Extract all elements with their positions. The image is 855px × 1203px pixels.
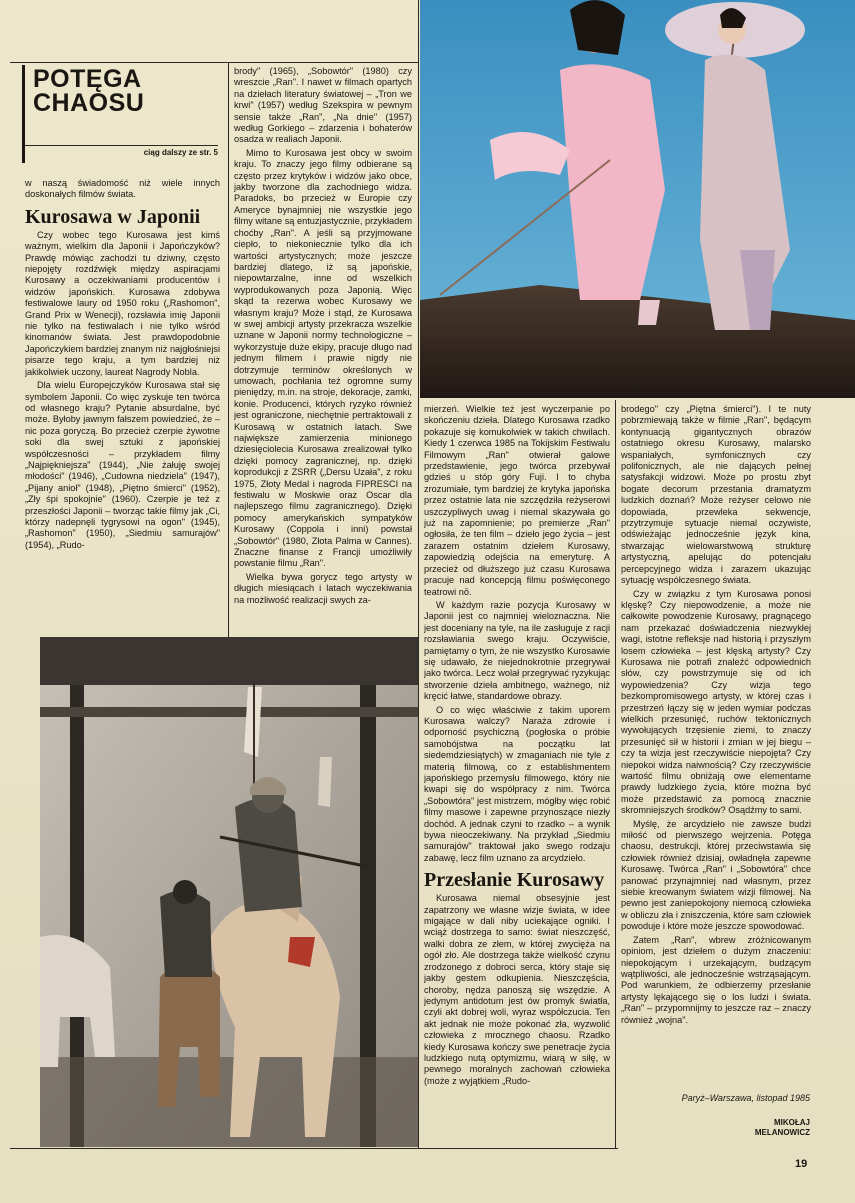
author-first-name: MIKOŁAJ — [774, 1118, 810, 1127]
film-still-samurai-cavalry — [40, 637, 418, 1147]
column-rule — [615, 400, 616, 1148]
text-column-4 — [621, 404, 811, 1086]
article-title — [33, 67, 218, 115]
title-line: POTĘGA — [33, 65, 142, 93]
paragraph: mierzeń. Wielkie też jest wyczerpanie po skończeniu dzieła. Dlatego Kurosawa rzadko pokazuje się komukolwiek w takich chwilach. Kiedy 1 czerwca 1985 na Tokijskim Festiwalu Filmowym „Ran" otwierał galowe przedstawienie, jego twórca przebywał gdzieś u stóp góry Fuji. I to chyba zrozumiałe, tym bardziej że krytyka japońska przez ostatnie lata nie szczędziła reżyserowi uszczypliwych uwag i niemal skazywała go już na zapomnienie; po premierze „Ran" ogłosiła, że ten film – dzieło jego życia – jest zarazem ostatnim dziełem Kurosawy, zapowiedzią odejścia na emeryturę. A przecież od dłuższego już czasu Kurosawa pracuje nad koncepcją filmu poświęconego teatrowi nō. — [424, 404, 610, 597]
title-underline — [25, 145, 218, 146]
text-column-1 — [25, 178, 220, 640]
title-line: CHAOSU — [33, 89, 145, 117]
author-last-name: MELANOWICZ — [754, 1128, 810, 1137]
paragraph: W każdym razie pozycja Kurosawy w Japonii jest co najmniej wieloznaczna. Nie jest doceniany na tyle, na ile zasługuje z racji rozsławiania swego kraju. Oczywiście, pamiętamy o tym, że nie wszystko Kurosawie się udawało, że niejednokrotnie przegrywał jako twórca. Lecz wolał przegrywać ryzykując stworzenie dzieła ambitnego, ważnego, niż kręcić łatwe, standardowe obrazy. — [424, 599, 610, 702]
samurai-photo-illustration — [40, 637, 418, 1147]
place-date-line: Paryż–Warszawa, listopad 1985 — [681, 1093, 810, 1103]
paragraph: Zatem „Ran", wbrew zróżnicowanym opiniom, jest dziełem o dużym znaczeniu: niepokojącym i urzekającym, budzącym wątpliwości, ale jednocześnie wstrząsającym. Pod warunkiem, że odbierzemy przesłanie artysty lękającego się o los ludzi i świata. „Ran" – przypomnijmy to jeszcze raz – znaczy również „wojna". — [621, 934, 811, 1025]
column-rule-horizontal — [10, 62, 418, 63]
author-byline — [700, 1118, 810, 1138]
paragraph: brodego" czy „Piętna śmierci"). I te nuty pobrzmiewają także w filmie „Ran", będącym kontynuacją gigantycznych obrazów ostatniego okresu Kurosawy, malarsko wspaniałych, symfonicznych czy polifonicznych, ale nie dających pełnej satysfakcji widzowi. Może po prostu zbyt bogate decorum przestania dramatyzm ludzkich doznań? Może reżyser celowo nie dopowiada, przewleka sekwencje, przytrzymuje sytuacje niemal oczywiste, odświeżając jednocześnie język kina, stwarzając wielowarstwową strukturę artystyczną, apelując do potencjału percepcyjnego widza i zarazem ukazując sytuację współczesnego świata. — [621, 404, 811, 586]
film-still-kimono-figures — [420, 0, 855, 398]
paragraph: O co więc właściwie z takim uporem Kurosawa walczy? Naraża zdrowie i odporność psychiczną (pogłoska o próbie samobójstwa na początku lat siedemdziesiątych) w zmaganiach nie tyle z materią filmową, co z establishmentem japońskiego przemysłu filmowego, który nie kwapi się do współpracy z nim. Twórca „Sobowtóra" jest mistrzem, mógłby więc robić filmy masowe i zapewne przynoszące niezły dochód. A jednak czyni to rzadko – a wynik bywa nieoczekiwany. Na przykład „Siedmiu samurajów" traktował jako swego rodzaju zabawę, lecz film uznano za arcydzieło. — [424, 704, 610, 863]
subheading: Przesłanie Kurosawy — [424, 869, 605, 892]
page-bottom-rule — [10, 1148, 618, 1149]
paragraph: Kurosawa niemal obsesyjnie jest zapatrzony we własne wizje świata, w idee migające w dali niby uciekające ogniki. I wciąż dostrzega to samo: świat nieszczęść, walki dobra ze złem, w której zwycięża na ogół zło. Ale dostrzega także wielkość czynu zrodzonego z dobroci serca, który staje się jakby gestem odkupienia. Nieszczęścia, choroby, nędza panoszą się wszędzie. A jedynym antidotum jest ów promyk światła, czyli akt dobrej woli, wyraz współczucia. Ten akt jednak nie może pokonać zła, wyzwolić człowieka z mrocznego chaosu. Rzadko kiedy Kurosawa kończy swe penetracje życia ludzkiego nutą optymizmu, wiarą w siłę, w pewnego moralnych zachowań człowieka (może z wyjątkiem „Rudo- — [424, 893, 610, 1086]
column-rule — [228, 62, 229, 647]
paragraph: Myślę, że arcydzieło nie zawsze budzi miłość od pierwszego wejrzenia. Potęga chaosu, destrukcji, której przeciwstawia się człowiek również dzisiaj, owładnęła zapewne Kurosawę. Twórca „Ran" i „Sobowtóra" chce panować przynajmniej nad własnym, przez siebie kreowanym światem wizji filmowej. Na pewno jest zaniepokojony niemocą człowieka w obliczu zła i zniszczenia, które sam człowiek powoduje i które może jeszcze spowodować. — [621, 818, 811, 932]
paragraph: Wielka bywa gorycz tego artysty w długich miesiącach i latach wyczekiwania na możliwość realizacji swych za- — [234, 571, 412, 605]
text-column-2 — [234, 66, 412, 644]
paragraph: Mimo to Kurosawa jest obcy w swoim kraju. To znaczy jego filmy odbierane są często przez krytyków i widzów jako obce, jakby tworzone dla zachodniego widza. Paradoks, bo przecież w Europie czy Ameryce bynajmniej nie wszystkie jego filmy witane są entuzjastycznie, przykładem choćby „Ran". A jeśli są przyjmowane ciepło, to niekoniecznie tylko dla ich wartości artystycznych; może jeszcze bardziej dlatego, iż są japońskie, niepowtarzalne, inne od wszelkich wyprodukowanych poza Japonią. Więc skąd ta rezerwa wobec Kurosawy we własnym kraju? Może i stąd, że Kurosawa w swej ambicji artysty przekracza wszelkie uznane w Japonii normy technologiczne – wykorzystuje duże ekipy, pracuje długo nad jednym filmem i prawie nigdy nie dotrzymuje terminów określonych w umowach, pochłania też ogromne sumy pieniędzy, m.in. na stroje, dekoracje, zamki, konie. Producenci, których ryzyko również jest ograniczone, niechętnie pertraktowali z Kurosawą w ostatnich latach. Swe największe zamierzenia minionego dziesięciolecia Kurosawa zrealizował tylko dzięki pomocy zagranicznej, np. dzięki koprodukcji z ZSRR („Dersu Uzała", z roku 1975, Złoty Medal i nagroda FIPRESCI na festiwalu w Moskwie oraz Oscar dla najlepszego filmu zagranicznego). Dzięki pomocy amerykańskich sympatyków Kurosawy (Coppola i inni) powstał „Sobowtór" (1980, Złota Palma w Cannes). Znaczne finanse z Francji umożliwiły powstanie filmu „Ran". — [234, 147, 412, 569]
paragraph: brody" (1965), „Sobowtór" (1980) czy wreszcie „Ran". I nawet w filmach opartych na dziełach literatury światowej – „Tron we krwi" (1957) według Szekspira w pewnym sensie także „Ran", „Na dnie" (1957) według Gorkiego – zdarzenia i bohaterów osadza w realiach Japonii. — [234, 66, 412, 145]
paragraph: Dla wielu Europejczyków Kurosawa stał się symbolem Japonii. Co więc zyskuje ten twórca od własnego kraju? Pytanie absurdalne, być może. Byłoby jawnym fałszem powiedzieć, że – nic poza goryczą. Bo przecież czerpie żywotne soki dla swej sztuki z japońskiej współczesności – przykładem filmy „Najpiękniejsza" (1944), „Nie żałuję swojej młodości" (1946), „Cudowna niedziela" (1947), „Pijany anioł" (1948), „Piętno śmierci" (1952), „Zły śpi spokojnie" (1960). Czerpie je też z przeszłości Japonii – tworząc takie filmy jak „Ci, którzy nadepnęli tygrysowi na ogon" (1945), „Rashomon" (1950), „Siedmiu samurajów" (1954), „Rudo- — [25, 380, 220, 550]
kimono-photo-illustration — [420, 0, 855, 398]
text-column-3 — [424, 404, 610, 1148]
paragraph: Czy wobec tego Kurosawa jest kimś ważnym, wielkim dla Japonii i Japończyków? Prawdę mówiąc zachodzi tu dziwny, często niepojęty rozdźwięk między aspiracjami Kurosawy a oczekiwaniami producentów i widzów japońskich. Kurosawa zdobywa festiwalowe laury od 1950 roku („Rashomon", Grand Prix w Wenecji), rozsławia imię Japonii nie tylko na festiwalach i nie tylko wśród kinomanów świata. Jest prawdopodobnie Japończykiem bardziej znanym niż najgłośniejsi pisarze tego kraju, a tym bardziej niż jakikolwiek uczony, laureat Nagrody Nobla. — [25, 229, 220, 377]
column-rule — [418, 0, 419, 1148]
subheading: Kurosawa w Japonii — [25, 205, 201, 228]
paragraph: Czy w związku z tym Kurosawa ponosi klęskę? Czy niepowodzenie, a może nie całkowite powodzenie Kurosawy, pragnącego nam przekazać doświadczenia niezwykłej wagi, istotne refleksje nad historią i przyszłym losem człowieka – jest klęską artysty? Czy Kurosawa nie potrafi znaleźć odpowiednich słów, czy powstrzymuje się od ich wypowiedzenia? Czy wizja tego bezkompromisowego artysty, w której czas i przestrzeń łączy się w jeden wymiar podczas wielkich przesunięć, ruchów tektonicznych wywołujących trzęsienie ziemi, to znaczy przesunięć sił w historii i zmian w jej biegu – czy ta wizja jest rzeczywiście niepojęta? Czy niepokoi widza naiwnością? Czy rzeczywiście wartość filmu obniżają owe elementarne prawdy ludzkiego życia, które można być może przedstawić za pomocą znacznie skromniejszych środków? Osądźmy to sami. — [621, 588, 811, 816]
continued-note: ciąg dalszy ze str. 5 — [143, 148, 218, 157]
page-number: 19 — [795, 1158, 808, 1170]
paragraph: w naszą świadomość niż wiele innych doskonałych filmów świata. — [25, 178, 220, 200]
